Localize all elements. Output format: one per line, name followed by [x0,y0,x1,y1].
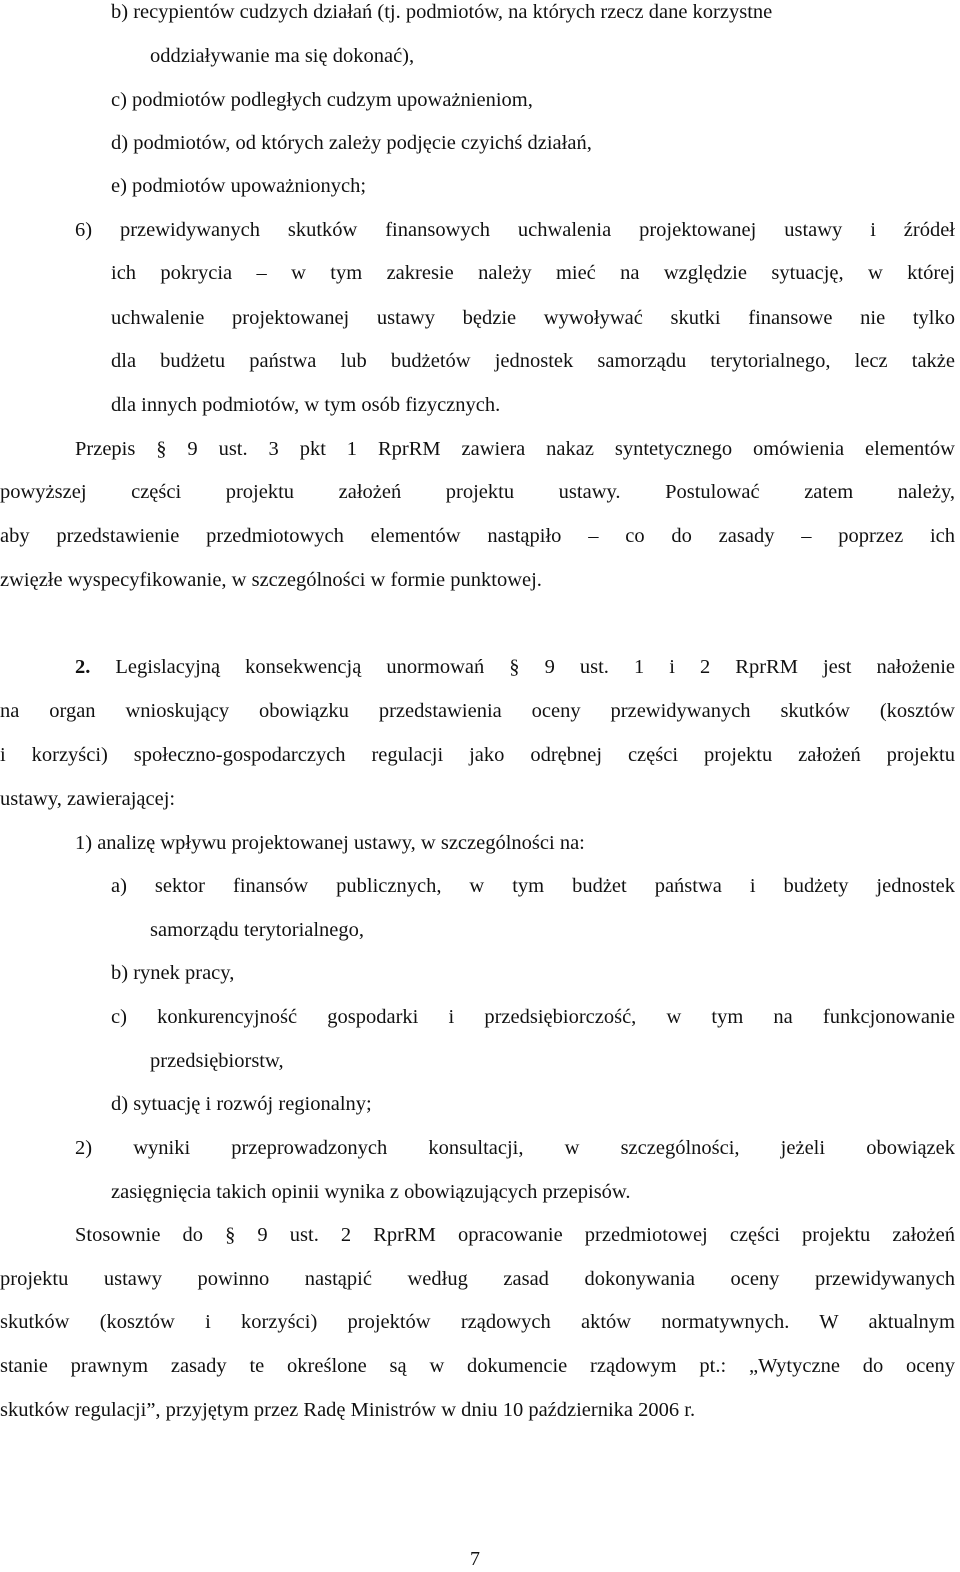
list-item-a-line1: a) sektor finansów publicznych, w tym budżet państwa i budżety jednostek [111,875,955,897]
section-number: 2. [75,656,91,678]
list-item-b-line1: b) recypientów cudzych działań (tj. podmiotów, na których rzecz dane korzystne [111,1,773,23]
list-item-d: d) podmiotów, od których zależy podjęcie czyichś działań, [111,132,592,154]
list-item-c: c) podmiotów podległych cudzym upoważnieniom, [111,89,533,111]
paragraph-stosownie-line1: Stosownie do § 9 ust. 2 RprRM opracowanie przedmiotowej części projektu założeń [75,1224,955,1246]
list-item-b2: b) rynek pracy, [111,962,235,984]
paragraph-stosownie-line5: skutków regulacji”, przyjętym przez Radę Ministrów w dniu 10 października 2006 r. [0,1399,696,1421]
list-item-1: 1) analizę wpływu projektowanej ustawy, w szczególności na: [75,832,585,854]
section-2-line2: na organ wnioskujący obowiązku przedstawienia oceny przewidywanych skutków (kosztów [0,700,955,722]
list-item-6-line1: 6) przewidywanych skutków finansowych uchwalenia projektowanej ustawy i źródeł [75,219,955,241]
list-item-6-line4: dla budżetu państwa lub budżetów jednostek samorządu terytorialnego, lecz także [111,350,955,372]
list-item-6-line2: ich pokrycia – w tym zakresie należy mieć na względzie sytuację, w której [111,262,955,284]
list-item-a-line2: samorządu terytorialnego, [150,919,365,941]
list-item-6-line5: dla innych podmiotów, w tym osób fizycznych. [111,394,501,416]
list-item-b-line2: oddziaływanie ma się dokonać), [150,45,415,67]
paragraph-stosownie-line4: stanie prawnym zasady te określone są w dokumencie rządowym pt.: „Wytyczne do oceny [0,1355,955,1377]
section-2-line1 [75,653,955,681]
paragraph-stosownie-line2: projektu ustawy powinno nastąpić według zasad dokonywania oceny przewidywanych [0,1268,955,1290]
section-2-line1-text: Legislacyjną konsekwencją unormowań § 9 ust. 1 i 2 RprRM jest nałożenie [90,656,955,678]
paragraph-przepis-line4: zwięzłe wyspecyfikowanie, w szczególności w formie punktowej. [0,569,542,591]
paragraph-przepis-line3: aby przedstawienie przedmiotowych elementów nastąpiło – co do zasady – poprzez ich [0,525,955,547]
list-item-d2: d) sytuację i rozwój regionalny; [111,1093,372,1115]
paragraph-przepis-line2: powyższej części projektu założeń projektu ustawy. Postulować zatem należy, [0,481,955,503]
list-item-2-line1: 2) wyniki przeprowadzonych konsultacji, w szczególności, jeżeli obowiązek [75,1137,955,1159]
paragraph-przepis-line1: Przepis § 9 ust. 3 pkt 1 RprRM zawiera nakaz syntetycznego omówienia elementów [75,438,955,460]
section-2-line4: ustawy, zawierającej: [0,788,176,810]
list-item-c2-line2: przedsiębiorstw, [150,1050,284,1072]
list-item-2-line2: zasięgnięcia takich opinii wynika z obowiązujących przepisów. [111,1181,631,1203]
section-2-line3: i korzyści) społeczno-gospodarczych regulacji jako odrębnej części projektu założeń projektu [0,744,955,766]
list-item-c2-line1: c) konkurencyjność gospodarki i przedsiębiorczość, w tym na funkcjonowanie [111,1006,955,1028]
list-item-6-line3: uchwalenie projektowanej ustawy będzie wywoływać skutki finansowe nie tylko [111,307,955,329]
list-item-e: e) podmiotów upoważnionych; [111,175,367,197]
paragraph-stosownie-line3: skutków (kosztów i korzyści) projektów rządowych aktów normatywnych. W aktualnym [0,1311,955,1333]
page-number: 7 [470,1548,480,1570]
